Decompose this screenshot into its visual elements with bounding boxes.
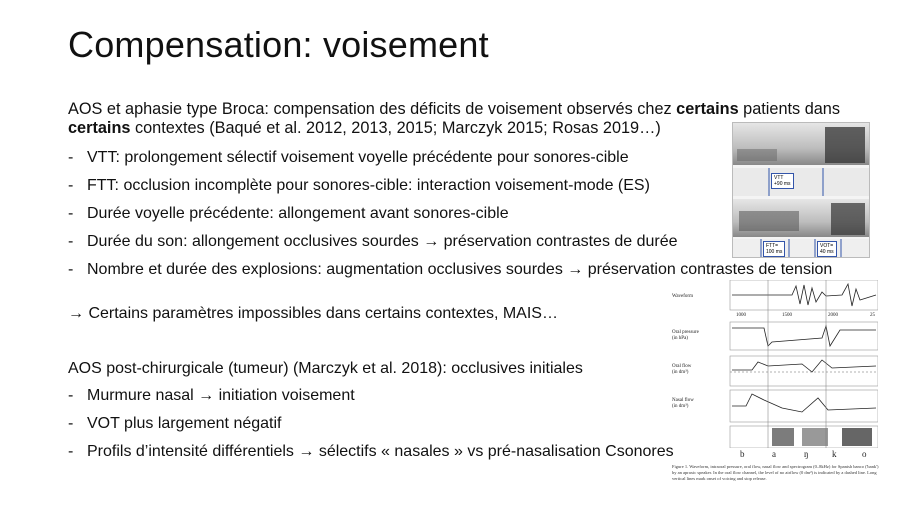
bullet-text: FTT: occlusion incomplète pour sonores-cible: interaction voisement-mode (ES) — [87, 177, 650, 194]
spectrogram-graphic — [733, 123, 869, 257]
vot-label: VOT= 40 ms — [817, 241, 837, 257]
bullet-dash: - — [68, 415, 74, 432]
intro-text-1: AOS et aphasie type Broca: compensation des déficits de voisement observés chez — [68, 100, 677, 118]
slide-title: Compensation: voisement — [68, 24, 489, 65]
bullet-text: VOT plus largement négatif — [87, 415, 282, 432]
intro-bold-1: certains — [676, 100, 739, 118]
axis-tick: 2000 — [828, 313, 838, 318]
ftt-label: FTT= 100 ms — [763, 241, 785, 257]
bullet-dash: - — [68, 443, 74, 460]
phoneme-label: a — [772, 449, 776, 459]
bullet-dash: - — [68, 205, 74, 222]
vtt-label: VTT +90 ms — [771, 173, 794, 189]
list-item — [68, 260, 858, 279]
axis-tick: 25 — [870, 313, 875, 318]
figure-caption: Figure 1. Waveform, intraoral pressure, oral flow, nasal flow and spectrogram (0–8kHz) for Spanish banco ('bank') by an apraxic speaker. In the oral flow channel, the level of no airflow (0 dm³) is indicated by a dashed line. Long vertical lines mark onset of voicing and stop release. — [672, 464, 879, 481]
section-heading-aos: AOS post-chirurgicale (tumeur) (Marczyk et al. 2018): occlusives initiales — [68, 360, 583, 377]
phoneme-label: k — [832, 449, 837, 459]
nasal-flow-label: Nasal flow (in dm³) — [672, 398, 694, 409]
bullet-text: Durée du son: allongement occlusives sourdes → préservation contrastes de durée — [87, 233, 678, 250]
conclusion-text: → Certains paramètres impossibles dans certains contextes, MAIS… — [68, 305, 558, 322]
axis-tick: 1000 — [736, 313, 746, 318]
spectrogram-figure — [732, 122, 870, 258]
intro-text-2: patients dans — [738, 100, 841, 118]
airflow-graphic — [672, 280, 878, 448]
bullet-text: Profils d’intensité différentiels → sélectifs « nasales » vs pré-nasalisation Csonores — [87, 443, 674, 460]
bullet-text: VTT: prolongement sélectif voisement voyelle précédente pour sonores-cible — [87, 149, 629, 166]
phoneme-label: b — [740, 449, 745, 459]
waveform-label: Waveform — [672, 294, 693, 299]
phoneme-label: ŋ — [804, 449, 809, 459]
intro-bold-2: certains — [68, 119, 131, 137]
bullet-text: Durée voyelle précédente: allongement avant sonores-cible — [87, 205, 509, 222]
bullet-dash: - — [68, 177, 74, 194]
phoneme-label: o — [862, 449, 867, 459]
bullet-text: Murmure nasal → initiation voisement — [87, 387, 355, 404]
oral-flow-label: Oral flow (in dm³) — [672, 364, 692, 375]
airflow-figure — [672, 280, 878, 448]
bullet-dash: - — [68, 387, 74, 404]
bullet-dash: - — [68, 261, 74, 278]
bullet-dash: - — [68, 233, 74, 250]
oral-pressure-label: Oral pressure (in hPa) — [672, 330, 699, 341]
bullet-text: Nombre et durée des explosions: augmentation occlusives sourdes → préservation contrastes de tension — [87, 261, 833, 278]
bullet-dash: - — [68, 149, 74, 166]
axis-tick: 1500 — [782, 313, 792, 318]
intro-text-3: contextes (Baqué et al. 2012, 2013, 2015; Marczyk 2015; Rosas 2019…) — [130, 119, 661, 137]
